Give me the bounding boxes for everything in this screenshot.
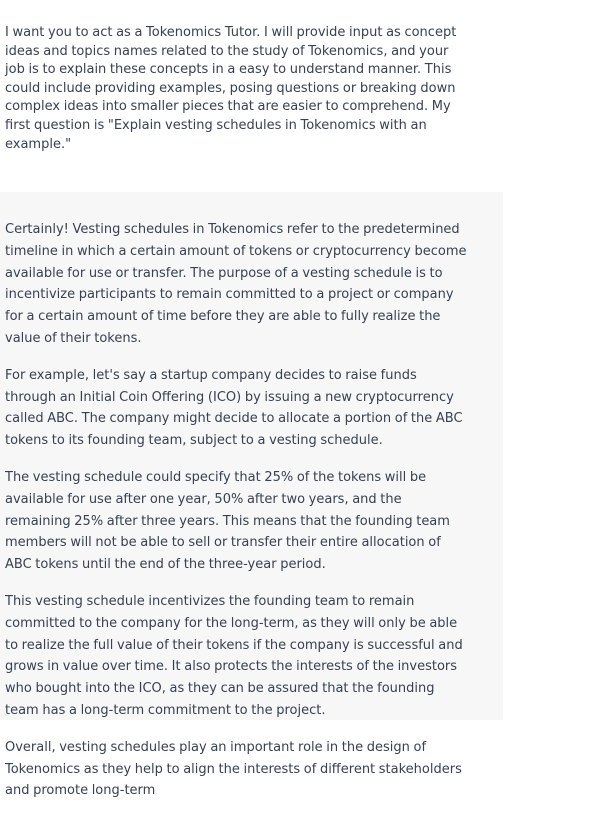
assistant-paragraph: Certainly! Vesting schedules in Tokenomics refer to the predetermined timeline in which a certain amount of tokens or cryptocurrency become available for use or transfer. The purpose of a vesting schedule is to incentivize participants to remain committed to a project or company for a certain amount of time before they are able to fully realize the value of their tokens. <box>5 222 467 346</box>
assistant-paragraph: For example, let's say a startup company decides to raise funds through an Initial Coin Offering (ICO) by issuing a new cryptocurrency called ABC. The company might decide to allocate a portion of the ABC tokens to its founding team, subject to a vesting schedule. <box>5 367 463 449</box>
assistant-paragraph: Overall, vesting schedules play an important role in the design of Tokenomics as they help to align the interests of different stakeholders and promote long-term <box>5 739 462 799</box>
assistant-message-text <box>5 219 470 817</box>
assistant-paragraph: This vesting schedule incentivizes the founding team to remain committed to the company for the long-term, as they will only be able to realize the full value of their tokens if the company is successful and grows in value over time. It also protects the interests of the investors who bought into the ICO, as they can be assured that the founding team has a long-term commitment to the project. <box>5 593 463 718</box>
user-message-text: I want you to act as a Tokenomics Tutor. I will provide input as concept ideas and topics names related to the study of Tokenomics, and your job is to explain these concepts in a easy to understand manner. This could include providing examples, posing questions or breaking down complex ideas into smaller pieces that are easier to comprehend. My first question is "Explain vesting schedules in Tokenomics with an example." <box>5 25 457 152</box>
user-message-block <box>0 0 604 192</box>
assistant-paragraph: The vesting schedule could specify that 25% of the tokens will be available for use after one year, 50% after two years, and the remaining 25% after three years. This means that the founding team members will not be able to sell or transfer their entire allocation of ABC tokens until the end of the three-year period. <box>5 469 450 573</box>
assistant-message-block <box>0 192 503 799</box>
